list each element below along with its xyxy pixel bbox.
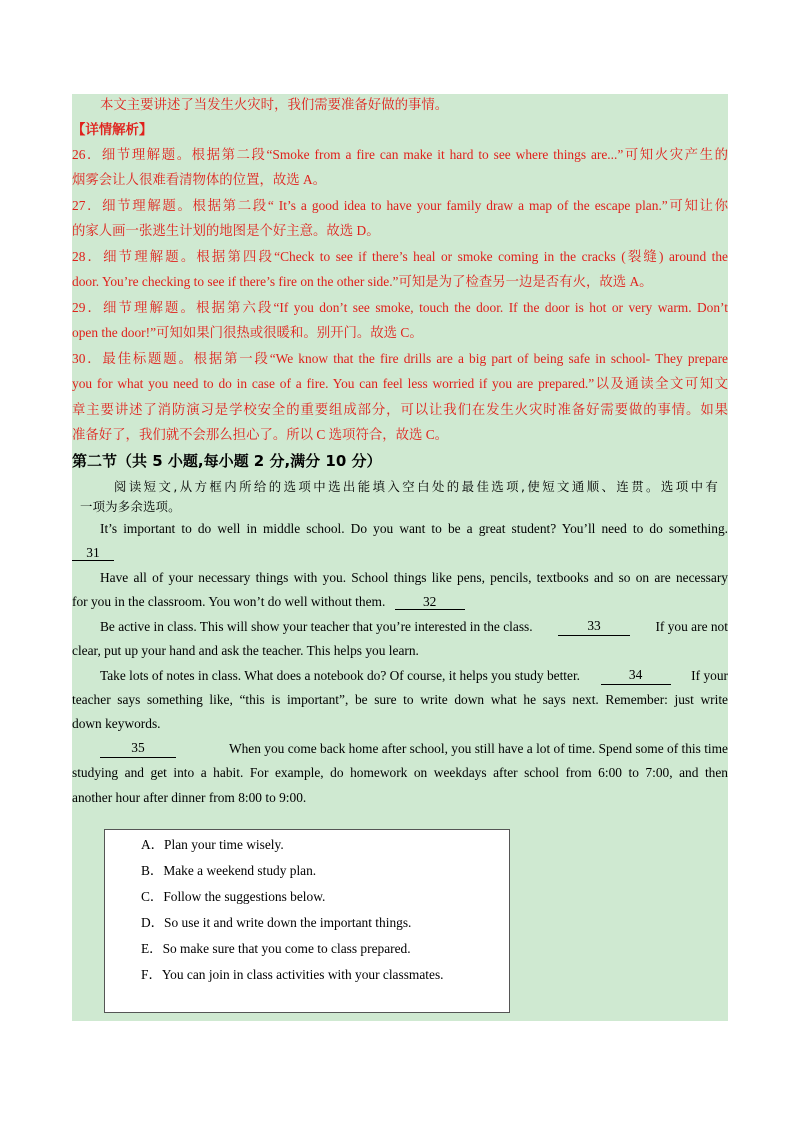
options-box [104,829,510,1013]
q29-line1: 29．细节理解题。根据第六段“If you don’t see smoke, touch the door. If the door is hot or very warm. Don’t [72,300,728,315]
option-b: B．Make a weekend study plan. [141,863,317,878]
passage-p4-line3: down keywords. [72,716,161,731]
q27-line2: 的家人画一张逃生计划的地图是个好主意。故选 D。 [72,223,380,238]
passage-p5-line1 [100,740,728,758]
blank-31-number: 31 [72,545,114,561]
summary-text: 本文主要讲述了当发生火灾时，我们需要准备好做的事情。 [100,97,449,112]
passage-p2-text: for you in the classroom. You won’t do well without them. [72,594,386,609]
blank-33: 33 [558,618,630,636]
option-d: D．So use it and write down the important things. [141,915,412,930]
section2-instructions-line1: 阅读短文,从方框内所给的选项中选出能填入空白处的最佳选项,使短文通顺、连贯。选项中有 [114,479,718,494]
blank-34: 34 [601,667,671,685]
q29-line2: open the door!”可知如果门很热或很暖和。别开门。故选 C。 [72,325,423,340]
passage-p4-text: Take lots of notes in class. What does a notebook do? Of course, it helps you study better. [100,668,581,683]
passage-p2-line2 [72,593,465,611]
passage-p3-text: Be active in class. This will show your teacher that you’re interested in the class. [100,619,533,634]
q30-line4: 准备好了，我们就不会那么担心了。所以 C 选项符合，故选 C。 [72,427,449,442]
passage-p4-line1 [100,667,728,685]
option-c: C．Follow the suggestions below. [141,889,326,904]
passage-p3-line2: clear, put up your hand and ask the teacher. This helps you learn. [72,643,419,658]
q28-line2: door. You’re checking to see if there’s fire on the other side.”可知是为了检查另一边是否有火，故选 A。 [72,274,653,289]
blank-35: 35 [100,740,176,758]
q30-line1: 30．最佳标题题。根据第一段“We know that the fire drills are a big part of being safe in school- They prepare [72,351,728,366]
passage-p4-end: If your [691,668,728,683]
q26-line2: 烟雾会让人很难看清物体的位置，故选 A。 [72,172,327,187]
q30-line2: you for what you need to do in case of a fire. You can feel less worried if you are prepared.”以及通读全文可知文 [72,376,728,391]
blank-32: 32 [395,594,465,610]
option-e: E．So make sure that you come to class prepared. [141,941,411,956]
passage-p2-line1: Have all of your necessary things with you. School things like pens, pencils, textbooks and so on are necessary [100,570,728,585]
q30-line3: 章主要讲述了消防演习是学校安全的重要组成部分，可以让我们在发生火灾时准备好需要做的事情。如果 [72,402,728,417]
passage-p5-line3: another hour after dinner from 8:00 to 9:00. [72,790,307,805]
passage-p5-line2: studying and get into a habit. For example, do homework on weekdays after school from 6:00 to 7:00, and then [72,765,728,780]
passage-p3-end: If you are not [655,619,728,634]
option-a: A．Plan your time wisely. [141,837,284,852]
section2-heading: 第二节（共 5 小题,每小题 2 分,满分 10 分） [72,452,382,470]
blank-31 [72,544,114,562]
passage-p4-line2: teacher says something like, “this is important”, be sure to write down what he says next. Remember: just write [72,692,728,707]
section2-instructions-line2: 一项为多余选项。 [80,499,181,514]
option-f: F．You can join in class activities with your classmates. [141,967,444,982]
passage-p3-line1 [100,618,728,636]
analysis-title: 【详情解析】 [72,122,153,137]
passage-p1: It’s important to do well in middle school. Do you want to be a great student? You’ll need to do something. [100,521,728,536]
passage-p5-text: When you come back home after school, you still have a lot of time. Spend some of this time [228,741,728,756]
q27-line1: 27．细节理解题。根据第二段“ It’s a good idea to have your family draw a map of the escape plan.”可知让你 [72,198,728,213]
q26-line1: 26．细节理解题。根据第二段“Smoke from a fire can make it hard to see where things are...”可知火灾产生的 [72,147,728,162]
q28-line1: 28．细节理解题。根据第四段“Check to see if there’s heal or smoke coming in the cracks (裂缝) around the [72,249,728,264]
